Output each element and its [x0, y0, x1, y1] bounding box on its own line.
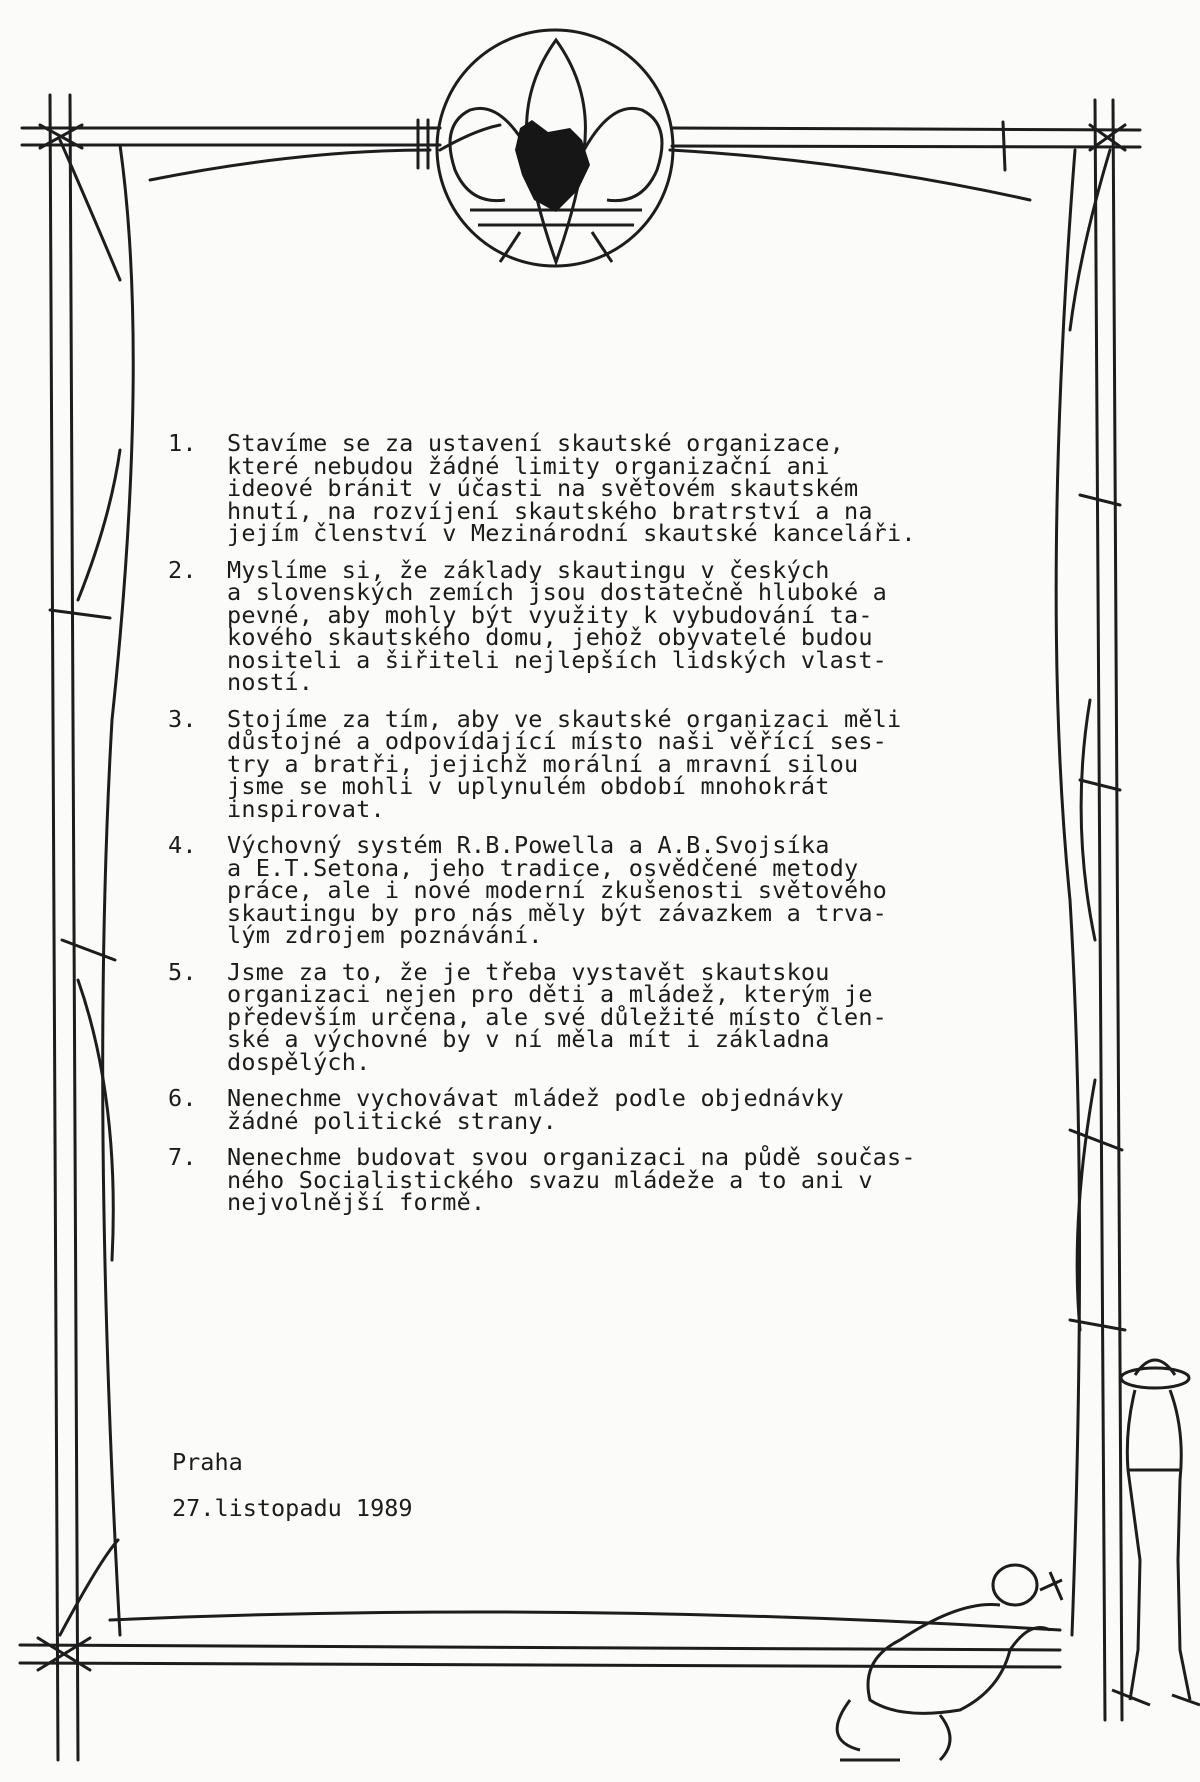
point-7	[168, 1143, 1038, 1216]
point-3	[168, 704, 1038, 823]
point-number: 3.	[168, 704, 197, 733]
point-1	[168, 429, 1038, 547]
right-pole	[1095, 100, 1122, 1720]
wolf-head-icon	[515, 120, 590, 212]
point-number: 6.	[168, 1084, 197, 1112]
bottom-pole	[20, 1645, 1060, 1667]
point-number: 5.	[168, 957, 197, 986]
point-4	[168, 831, 1038, 949]
point-text: Výchovný systém R.B.Powella a A.B.Svojsíka a E.T.Setona, jeho tradice, osvědčené metody práce, ale i nové moderní zkušenosti světového skautingu by pro nás měly být závazkem a trva- lým zdrojem poznávání.	[227, 831, 888, 949]
point-text: Nenechme vychovávat mládež podle objednávky žádné politické strany.	[227, 1084, 844, 1135]
point-number: 7.	[168, 1143, 197, 1171]
date: 27.listopadu 1989	[172, 1494, 413, 1522]
point-text: Myslíme si, že základy skautingu v českých a slovenských zemích jsou dostatečně hluboké a pevné, aby mohly být využity k vybudování ta- kového skautského domu, jehož obyvatelé budou nositeli a šiřiteli nejlepších lidských vlast- ností.	[227, 555, 888, 696]
point-text: Jsme za to, že je třeba vystavět skautskou organizaci nejen pro děti a mládež, kterým je především určena, ale své důležité místo člen- ské a výchovné by v ní měla mít i základna dospělých.	[227, 957, 888, 1076]
point-number: 1.	[168, 429, 197, 457]
left-pole	[50, 95, 78, 1760]
point-6	[168, 1084, 1038, 1135]
place: Praha	[172, 1448, 243, 1476]
signature-block	[172, 1428, 413, 1543]
point-number: 4.	[168, 831, 197, 859]
point-number: 2.	[168, 555, 197, 584]
resolution-points	[168, 429, 1038, 1228]
scouts-illustration	[837, 1360, 1200, 1760]
point-text: Stojíme za tím, aby ve skautské organizaci měli důstojné a odpovídající místo naši věřící ses- try a bratři, jejichž morální a mravní silou jsme se mohli v uplynulém období mnohokrát inspirovat.	[227, 704, 902, 823]
point-text: Stavíme se za ustavení skautské organizace, které nebudou žádné limity organizační ani ideové bránit v účasti na světovém skautském hnutí, na rozvíjení skautského bratrství a na jejím členství v Mezinárodní skautské kanceláři.	[227, 429, 916, 547]
point-text: Nenechme budovat svou organizaci na půdě součas- ného Socialistického svazu mládeže a to ani v nejvolnější formě.	[227, 1143, 916, 1216]
point-2	[168, 555, 1038, 696]
point-5	[168, 957, 1038, 1076]
